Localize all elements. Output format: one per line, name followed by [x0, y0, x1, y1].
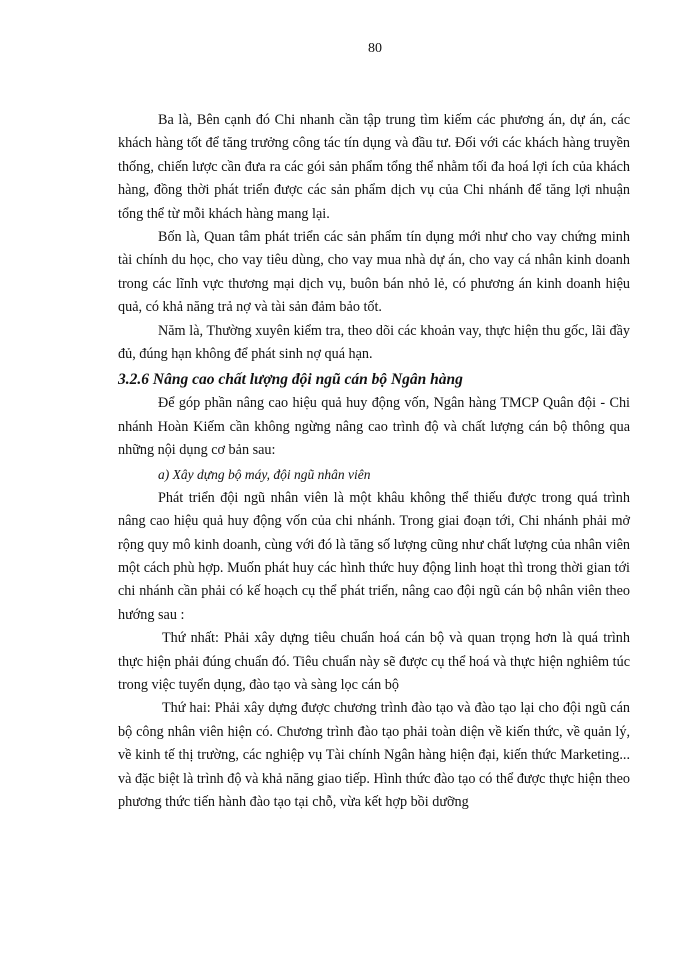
page-body [118, 109, 630, 814]
paragraph-intro: Để góp phần nâng cao hiệu quả huy động vốn, Ngân hàng TMCP Quân đội - Chi nhánh Hoàn Kiếm cần không ngừng nâng cao trình độ và chất lượng cán bộ thông qua những nội dụng cơ bản sau: [118, 395, 630, 459]
subheading-a: a) Xây dựng bộ máy, đội ngũ nhân viên [158, 466, 371, 482]
paragraph-thu-nhat: Thứ nhất: Phải xây dựng tiêu chuẩn hoá cán bộ và quan trọng hơn là quá trình thực hiện phải đúng chuẩn đó. Tiêu chuẩn này sẽ được cụ thể hoá và thực hiện nghiêm túc trong việc tuyển dụng, đào tạo và sàng lọc cán bộ [118, 630, 630, 693]
paragraph-ba-la: Ba là, Bên cạnh đó Chi nhanh cần tập trung tìm kiếm các phương án, dự án, các khách hàng tốt để tăng trưởng công tác tín dụng và đầu tư. Đối với các khách hàng truyền thống, chiến lược cần đưa ra các gói sản phẩm tổng thể nhằm tối đa hoá lợi ích của khách hàng, đồng thời phát triển được các sản phẩm dịch vụ của Chi nhánh để tăng lợi nhuận tổng thể từ mỗi khách hàng mang lại. [118, 112, 630, 222]
paragraph-nam-la: Năm là, Thường xuyên kiểm tra, theo dõi các khoản vay, thực hiện thu gốc, lãi đầy đủ, đúng hạn không để phát sinh nợ quá hạn. [118, 322, 630, 363]
section-heading: 3.2.6 Nâng cao chất lượng đội ngũ cán bộ Ngân hàng [118, 371, 463, 389]
paragraph-phat-trien: Phát triển đội ngũ nhân viên là một khâu không thể thiếu được trong quá trình nâng cao hiệu quả huy động vốn của chi nhánh. Trong giai đoạn tới, Chi nhánh phải mở rộng quy mô kinh doanh, cùng với đó là tăng số lượng cũng như chất lượng của nhân viên một cách phù hợp. Muốn phát huy các hình thức huy động linh hoạt thì trong thời gian tới chi nhánh cần phải có kế hoạch cụ thể phát triển, nâng cao đội ngũ cán bộ nhân viên theo hướng sau : [118, 489, 630, 623]
page-number: 80 [368, 41, 382, 56]
paragraph-bon-la: Bốn là, Quan tâm phát triển các sản phẩm tín dụng mới như cho vay chứng minh tài chính du học, cho vay tiêu dùng, cho vay mua nhà dự án, cho vay cá nhân kinh doanh trong các lĩnh vực thương mại dịch vụ, buôn bán nhỏ lẻ, có phương án kinh doanh hiệu quả, có khả năng trả nợ và tài sản đảm bảo tốt. [118, 229, 630, 316]
paragraph-thu-hai: Thứ hai: Phải xây dựng được chương trình đào tạo và đào tạo lại cho đội ngũ cán bộ công nhân viên hiện có. Chương trình đào tạo phải toàn diện về kiến thức, về quản lý, về kinh tế thị trường, các nghiệp vụ Tài chính Ngân hàng hiện đại, kiến thức Marketing... và đặc biệt là trình độ và khả năng giao tiếp. Hình thức đào tạo có thể được thực hiện theo phương thức tiến hành đào tạo tại chỗ, vừa kết hợp bồi dưỡng [118, 700, 630, 810]
